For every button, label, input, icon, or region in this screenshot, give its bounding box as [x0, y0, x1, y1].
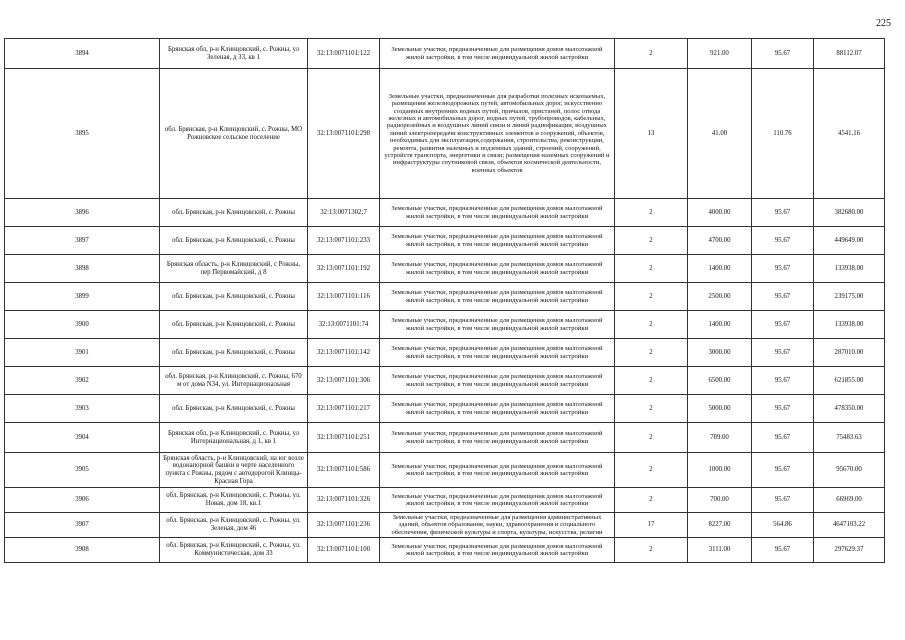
unit-price: 95.67 — [752, 339, 814, 367]
area-value: 41.00 — [688, 69, 752, 199]
use-group: 2 — [615, 199, 688, 227]
unit-price: 564.86 — [752, 513, 814, 538]
address-cell: обл. Брянская, р-н Клинцовский, с. Рожны — [160, 311, 308, 339]
use-group: 2 — [615, 339, 688, 367]
unit-price: 95.67 — [752, 367, 814, 395]
address-cell: обл. Брянская, р-н Клинцовский, с. Рожны, МО Рожновское сельское поселение — [160, 69, 308, 199]
table-row — [5, 39, 885, 69]
cadastral-value: 239175.00 — [814, 283, 885, 311]
unit-price: 95.67 — [752, 395, 814, 423]
table-row — [5, 69, 885, 199]
table-row — [5, 283, 885, 311]
row-number: 3905 — [5, 453, 160, 488]
address-cell: обл. Брянская, р-н Клинцовский, с. Рожны — [160, 395, 308, 423]
land-use-description: Земельные участки, предназначенные для размещения домов малоэтажной жилой застройки, в том числе индивидуальной жилой застройки — [380, 339, 615, 367]
land-use-description: Земельные участки, предназначенные для размещения домов малоэтажной жилой застройки, в том числе индивидуальной жилой застройки — [380, 199, 615, 227]
address-cell: обл. Брянская, р-н Клинцовский, с. Рожны — [160, 199, 308, 227]
unit-price: 95.67 — [752, 283, 814, 311]
unit-price: 95.67 — [752, 311, 814, 339]
row-number: 3907 — [5, 513, 160, 538]
row-number: 3902 — [5, 367, 160, 395]
use-group: 13 — [615, 69, 688, 199]
table-row — [5, 311, 885, 339]
address-cell: обл. Брянская, р-н Клинцовский, с. Рожны — [160, 339, 308, 367]
use-group: 2 — [615, 488, 688, 513]
cadastral-value: 449649.00 — [814, 227, 885, 255]
cadastral-number: 32:13:0071101:217 — [308, 395, 380, 423]
use-group: 2 — [615, 227, 688, 255]
land-use-description: Земельные участки, предназначенные для размещения домов малоэтажной жилой застройки, в том числе индивидуальной жилой застройки — [380, 311, 615, 339]
row-number: 3900 — [5, 311, 160, 339]
use-group: 2 — [615, 395, 688, 423]
unit-price: 95.67 — [752, 227, 814, 255]
cadastral-value: 287010.00 — [814, 339, 885, 367]
cadastral-value: 382680.00 — [814, 199, 885, 227]
area-value: 700.00 — [688, 488, 752, 513]
land-use-description: Земельные участки, предназначенные для размещения домов малоэтажной жилой застройки, в том числе индивидуальной жилой застройки — [380, 423, 615, 453]
cadastral-number: 32:13:0071101:251 — [308, 423, 380, 453]
cadastral-number: 32:13:0071101:122 — [308, 39, 380, 69]
land-use-description: Земельные участки, предназначенные для размещения домов малоэтажной жилой застройки, в том числе индивидуальной жилой застройки — [380, 488, 615, 513]
unit-price: 95.67 — [752, 255, 814, 283]
address-cell: обл. Брянская, р-н Клинцовский, с. Рожны, ул. Новая, дом 18, кв.1 — [160, 488, 308, 513]
row-number: 3906 — [5, 488, 160, 513]
area-value: 6500.00 — [688, 367, 752, 395]
area-value: 1400.00 — [688, 311, 752, 339]
table-row — [5, 488, 885, 513]
cadastral-value: 4541.16 — [814, 69, 885, 199]
row-number: 3895 — [5, 69, 160, 199]
land-use-description: Земельные участки, предназначенные для разработки полезных ископаемых, размещения железнодорожных путей, автомобильных дорог, искусственно созданных внутренних водных путей, причалов, пристаней, полос отвода железных и автомобильных дорог, водных путей, трубопроводов, кабельных, радиорелейных и воздушных линий связи и линий радиофикации, воздушных линий электропередачи конструктивных элементов и сооружений, объектов, необходимых для эксплуатации,содержания, строительства, реконструкции, ремонта, развития наземных и подземных зданий, строений, сооружений, устройств транспорта, энергетики и связи; размещения наземных сооружений и инфраструктуры спутниковой связи, объектов космической деятельности, военных объектов — [380, 69, 615, 199]
cadastral-number: 32:13:0071101:100 — [308, 538, 380, 563]
unit-price: 95.67 — [752, 453, 814, 488]
land-use-description: Земельные участки, предназначенные для размещения домов малоэтажной жилой застройки, в том числе индивидуальной жилой застройки — [380, 395, 615, 423]
unit-price: 95.67 — [752, 423, 814, 453]
unit-price: 95.67 — [752, 538, 814, 563]
cadastral-value: 95670.00 — [814, 453, 885, 488]
unit-price: 95.67 — [752, 39, 814, 69]
use-group: 17 — [615, 513, 688, 538]
cadastral-value: 133938.00 — [814, 255, 885, 283]
table-row — [5, 423, 885, 453]
table-row — [5, 339, 885, 367]
area-value: 8227.00 — [688, 513, 752, 538]
row-number: 3908 — [5, 538, 160, 563]
table-row — [5, 367, 885, 395]
cadastral-number: 32:13:0071101:233 — [308, 227, 380, 255]
row-number: 3896 — [5, 199, 160, 227]
address-cell: Брянская обл, р-н Клинцовский, с. Рожны, ул Зеленая, д 33, кв 1 — [160, 39, 308, 69]
table-row — [5, 255, 885, 283]
table-row — [5, 538, 885, 563]
cadastral-number: 32:13:0071101:306 — [308, 367, 380, 395]
cadastral-value: 88112.07 — [814, 39, 885, 69]
unit-price: 95.67 — [752, 488, 814, 513]
cadastral-number: 32:13:0071302:7 — [308, 199, 380, 227]
area-value: 4000.00 — [688, 199, 752, 227]
use-group: 2 — [615, 423, 688, 453]
cadastral-value: 75483.63 — [814, 423, 885, 453]
address-cell: Брянская область, р-н Клинцовский, с Рожны, пер Первомайский, д 8 — [160, 255, 308, 283]
cadastral-number: 32:13:0071101:192 — [308, 255, 380, 283]
land-use-description: Земельные участки, предназначенные для размещения домов малоэтажной жилой застройки, в том числе индивидуальной жилой застройки — [380, 227, 615, 255]
area-value: 3000.00 — [688, 339, 752, 367]
row-number: 3899 — [5, 283, 160, 311]
cadastral-number: 32:13:0071101:116 — [308, 283, 380, 311]
use-group: 2 — [615, 311, 688, 339]
land-use-description: Земельные участки, предназначенные для размещения домов малоэтажной жилой застройки, в том числе индивидуальной жилой застройки — [380, 255, 615, 283]
cadastral-number: 32:13:0071101:326 — [308, 488, 380, 513]
table-row — [5, 199, 885, 227]
cadastral-number: 32:13:0071101:236 — [308, 513, 380, 538]
table-row — [5, 227, 885, 255]
use-group: 2 — [615, 255, 688, 283]
cadastral-value: 4647103.22 — [814, 513, 885, 538]
area-value: 4700.00 — [688, 227, 752, 255]
area-value: 5000.00 — [688, 395, 752, 423]
area-value: 3111.00 — [688, 538, 752, 563]
address-cell: обл. Брянская, р-н Клинцовский, с. Рожны, ул. Коммунистическая, дом 33 — [160, 538, 308, 563]
row-number: 3904 — [5, 423, 160, 453]
cadastral-value: 133938.00 — [814, 311, 885, 339]
land-use-description: Земельные участки, предназначенные для размещения домов малоэтажной жилой застройки, в том числе индивидуальной жилой застройки — [380, 39, 615, 69]
cadastral-value: 478350.00 — [814, 395, 885, 423]
cadastral-value: 297629.37 — [814, 538, 885, 563]
land-use-description: Земельные участки, предназначенные для размещения домов малоэтажной жилой застройки, в том числе индивидуальной жилой застройки — [380, 538, 615, 563]
table-row — [5, 513, 885, 538]
table-row — [5, 453, 885, 488]
use-group: 2 — [615, 538, 688, 563]
area-value: 789.00 — [688, 423, 752, 453]
cadastral-number: 32:13:0071101:298 — [308, 69, 380, 199]
use-group: 2 — [615, 283, 688, 311]
area-value: 1000.00 — [688, 453, 752, 488]
row-number: 3897 — [5, 227, 160, 255]
address-cell: Брянская область, р-н Клинцовский, на юг возле водонапорной башни в черте населенного пункта с Рожны, рядом с автодорогой Клинцы-Красная Гора — [160, 453, 308, 488]
land-use-description: Земельные участки, предназначенные для размещения административных зданий, объектов образования, науки, здравоохранения и социального обеспечения, физической культуры и спорта, культуры, искусства, религии — [380, 513, 615, 538]
unit-price: 95.67 — [752, 199, 814, 227]
cadastral-value: 66969.00 — [814, 488, 885, 513]
land-use-description: Земельные участки, предназначенные для размещения домов малоэтажной жилой застройки, в том числе индивидуальной жилой застройки — [380, 367, 615, 395]
table-row — [5, 395, 885, 423]
use-group: 2 — [615, 453, 688, 488]
land-use-description: Земельные участки, предназначенные для размещения домов малоэтажной жилой застройки, в том числе индивидуальной жилой застройки — [380, 453, 615, 488]
row-number: 3898 — [5, 255, 160, 283]
land-use-description: Земельные участки, предназначенные для размещения домов малоэтажной жилой застройки, в том числе индивидуальной жилой застройки — [380, 283, 615, 311]
use-group: 2 — [615, 367, 688, 395]
land-parcels-table — [4, 38, 885, 563]
address-cell: обл. Брянская, р-н Клинцовский, с. Рожны, ул. Зеленая, дом 46 — [160, 513, 308, 538]
address-cell: Брянская обл, р-н Клинцовский, с. Рожны, ул Интернациональная, д 1, кв 1 — [160, 423, 308, 453]
row-number: 3894 — [5, 39, 160, 69]
address-cell: обл. Брянская, р-н Клинцовский, с. Рожны — [160, 227, 308, 255]
row-number: 3903 — [5, 395, 160, 423]
area-value: 1400.00 — [688, 255, 752, 283]
area-value: 2500.00 — [688, 283, 752, 311]
cadastral-number: 32:13:0071101:586 — [308, 453, 380, 488]
area-value: 921.00 — [688, 39, 752, 69]
cadastral-value: 621855.00 — [814, 367, 885, 395]
unit-price: 110.76 — [752, 69, 814, 199]
address-cell: обл. Брянская, р-н Клинцовский, с. Рожны — [160, 283, 308, 311]
use-group: 2 — [615, 39, 688, 69]
page-number: 225 — [876, 18, 891, 29]
address-cell: обл. Брянская, р-н Клинцовский, с. Рожны, 670 м от дома N34, ул. Интернациональная — [160, 367, 308, 395]
cadastral-number: 32:13:0071101:74 — [308, 311, 380, 339]
row-number: 3901 — [5, 339, 160, 367]
cadastral-number: 32:13:0071101:142 — [308, 339, 380, 367]
